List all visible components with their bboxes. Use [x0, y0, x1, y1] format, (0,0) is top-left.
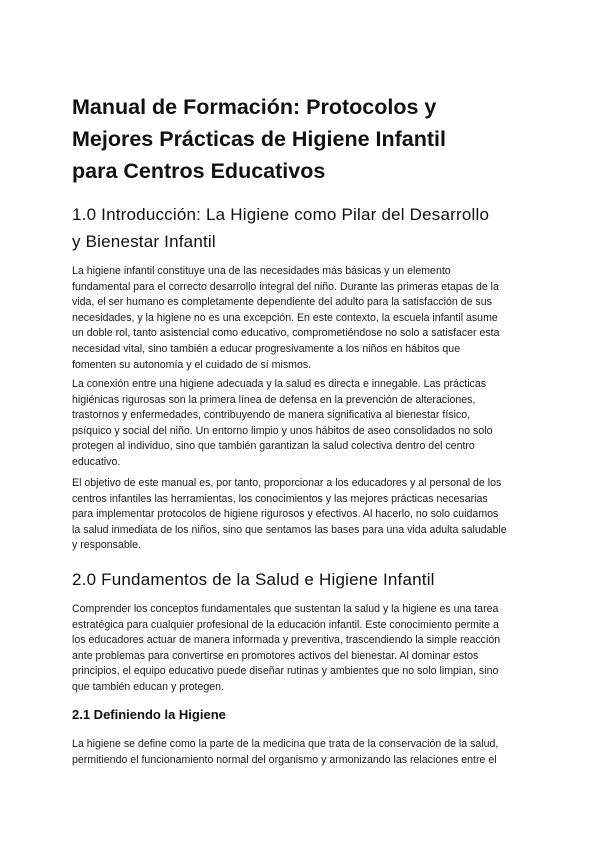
subsection-2-1-heading: 2.1 Definiendo la Higiene	[72, 707, 226, 722]
paragraph-intro-1: La higiene infantil constituye una de las necesidades más básicas y un elemento fundamental para el correcto desarrollo integral del niño. Durante las primeras etapas de la vida, el ser humano es completamente dependiente del adulto para la satisfacción de sus necesidades, y la higiene no es una excepción. En este contexto, la escuela infantil asume un doble rol, tanto asistencial como educativo, comprometiéndose no solo a satisfacer esta necesidad vital, sino también a educar progresivamente a los niños en hábitos que fomenten su autonomía y el cuidado de sí mismos.	[72, 265, 500, 371]
section-1-heading: 1.0 Introducción: La Higiene como Pilar del Desarrollo y Bienestar Infantil	[72, 205, 490, 251]
paragraph-intro-2: La conexión entre una higiene adecuada y la salud es directa e innegable. Las prácticas higiénicas rigurosas son la primera línea de defensa en la prevención de alteraciones, trastornos y enfermedades, contribuyendo de manera significativa al bienestar físico, psíquico y social del niño. Un entorno limpio y unos hábitos de aseo consolidados no solo protegen al individuo, sino que también garantizan la salud colectiva dentro del centro educativo.	[72, 378, 493, 468]
section-2-heading: 2.0 Fundamentos de la Salud e Higiene Infantil	[72, 570, 435, 589]
paragraph-intro-3: El objetivo de este manual es, por tanto, proporcionar a los educadores y al personal de los centros infantiles las herramientas, los conocimientos y las mejores prácticas necesarias para implementar protocolos de higiene rigurosos y efectivos. Al hacerlo, no solo cuidamos la salud inmediata de los niños, sino que sentamos las bases para una vida adulta saludable y responsable.	[72, 477, 507, 552]
paragraph-fundamentals: Comprender los conceptos fundamentales que sustentan la salud y la higiene es una tarea estratégica para cualquier profesional de la educación infantil. Este conocimiento permite a los educadores actuar de manera informada y preventiva, trascendiendo la simple reacción ante problemas para convertirse en promotores activos del bienestar. Al dominar estos principios, el equipo educativo puede diseñar rutinas y ambientes que no solo limpian, sino que también educan y protegen.	[72, 603, 501, 693]
document-title: Manual de Formación: Protocolos y Mejores Prácticas de Higiene Infantil para Centros Educativos	[72, 95, 446, 183]
paragraph-hygiene-definition: La higiene se define como la parte de la medicina que trata de la conservación de la salud, permitiendo el funcionamiento normal del organismo y armonizando las relaciones entre el	[72, 738, 499, 766]
